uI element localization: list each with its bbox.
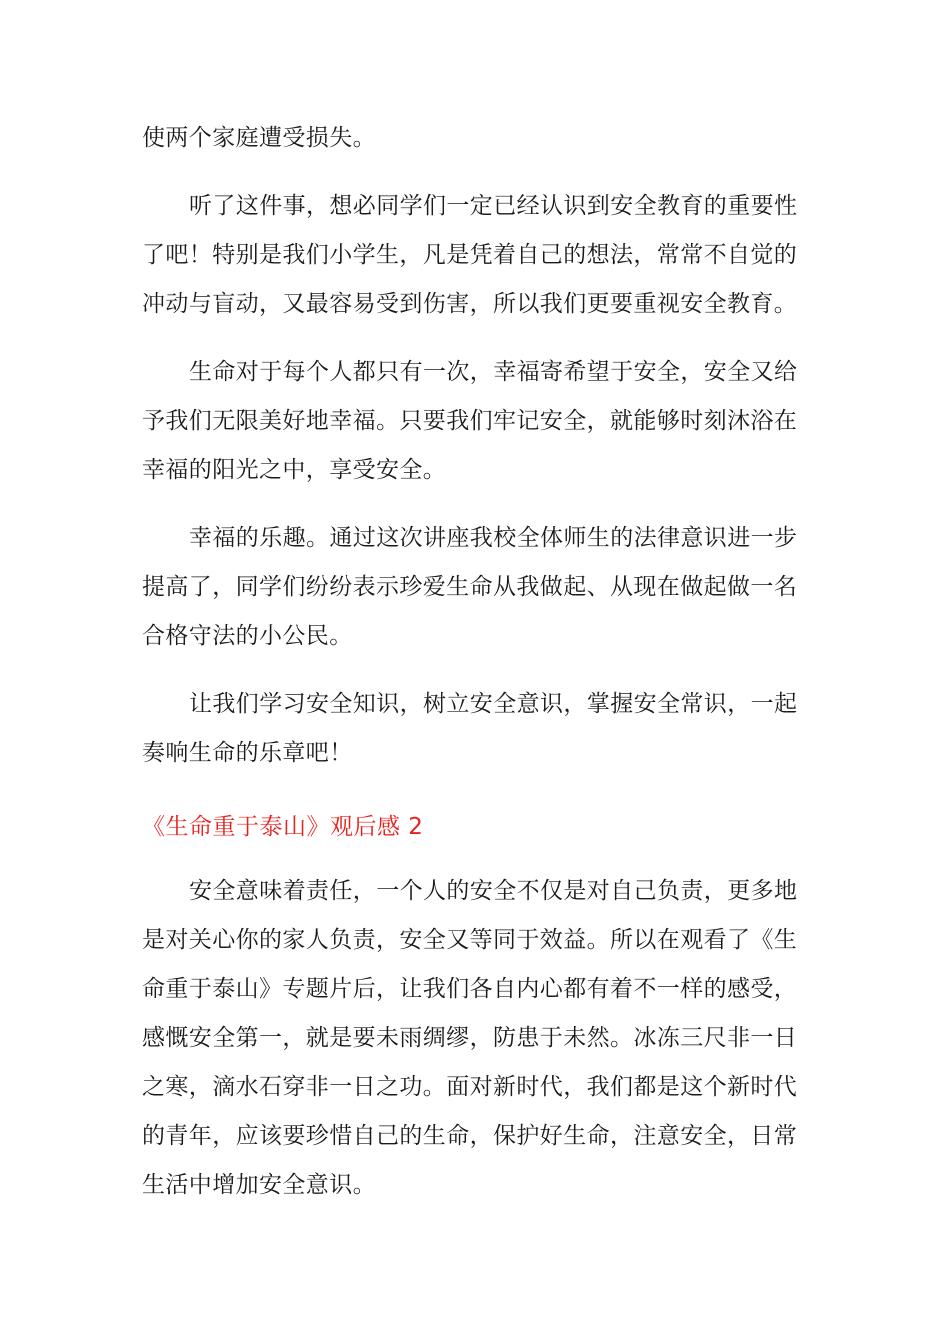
paragraph-line: 使两个家庭遭受损失。 [142,125,376,151]
paragraph-line: 的青年，应该要珍惜自己的生命，保护好生命，注意安全，日常 [142,1123,798,1149]
paragraph-line: 合格守法的小公民。 [142,623,353,649]
paragraph-line: 听了这件事，想必同学们一定已经认识到安全教育的重要性 [189,193,798,219]
paragraph-line: 幸福的阳光之中，享受安全。 [142,457,447,483]
paragraph-line: 之寒，滴水石穿非一日之功。面对新时代，我们都是这个新时代 [142,1074,798,1100]
paragraph-line: 提高了，同学们纷纷表示珍爱生命从我做起、从现在做起做一名 [142,574,798,600]
paragraph-line: 安全意味着责任，一个人的安全不仅是对自己负责，更多地 [189,878,798,904]
paragraph-line: 予我们无限美好地幸福。只要我们牢记安全，就能够时刻沐浴在 [142,408,798,434]
paragraph-line: 让我们学习安全知识，树立安全意识，掌握安全常识，一起 [189,691,798,717]
paragraph-line: 命重于泰山》专题片后，让我们各自内心都有着不一样的感受， [142,976,798,1002]
paragraph-line: 奏响生命的乐章吧！ [142,740,353,766]
section-heading: 《生命重于泰山》观后感 2 [142,814,424,840]
paragraph-line: 生命对于每个人都只有一次，幸福寄希望于安全，安全又给 [189,359,798,385]
paragraph-line: 是对关心你的家人负责，安全又等同于效益。所以在观看了《生 [142,927,798,953]
paragraph-line: 幸福的乐趣。通过这次讲座我校全体师生的法律意识进一步 [189,525,798,551]
paragraph-line: 生活中增加安全意识。 [142,1172,376,1198]
paragraph-line: 冲动与盲动，又最容易受到伤害，所以我们更要重视安全教育。 [142,291,798,317]
paragraph-line: 了吧！特别是我们小学生，凡是凭着自己的想法，常常不自觉的 [142,242,798,268]
paragraph-line: 感慨安全第一，就是要未雨绸缪，防患于未然。冰冻三尺非一日 [142,1025,798,1051]
